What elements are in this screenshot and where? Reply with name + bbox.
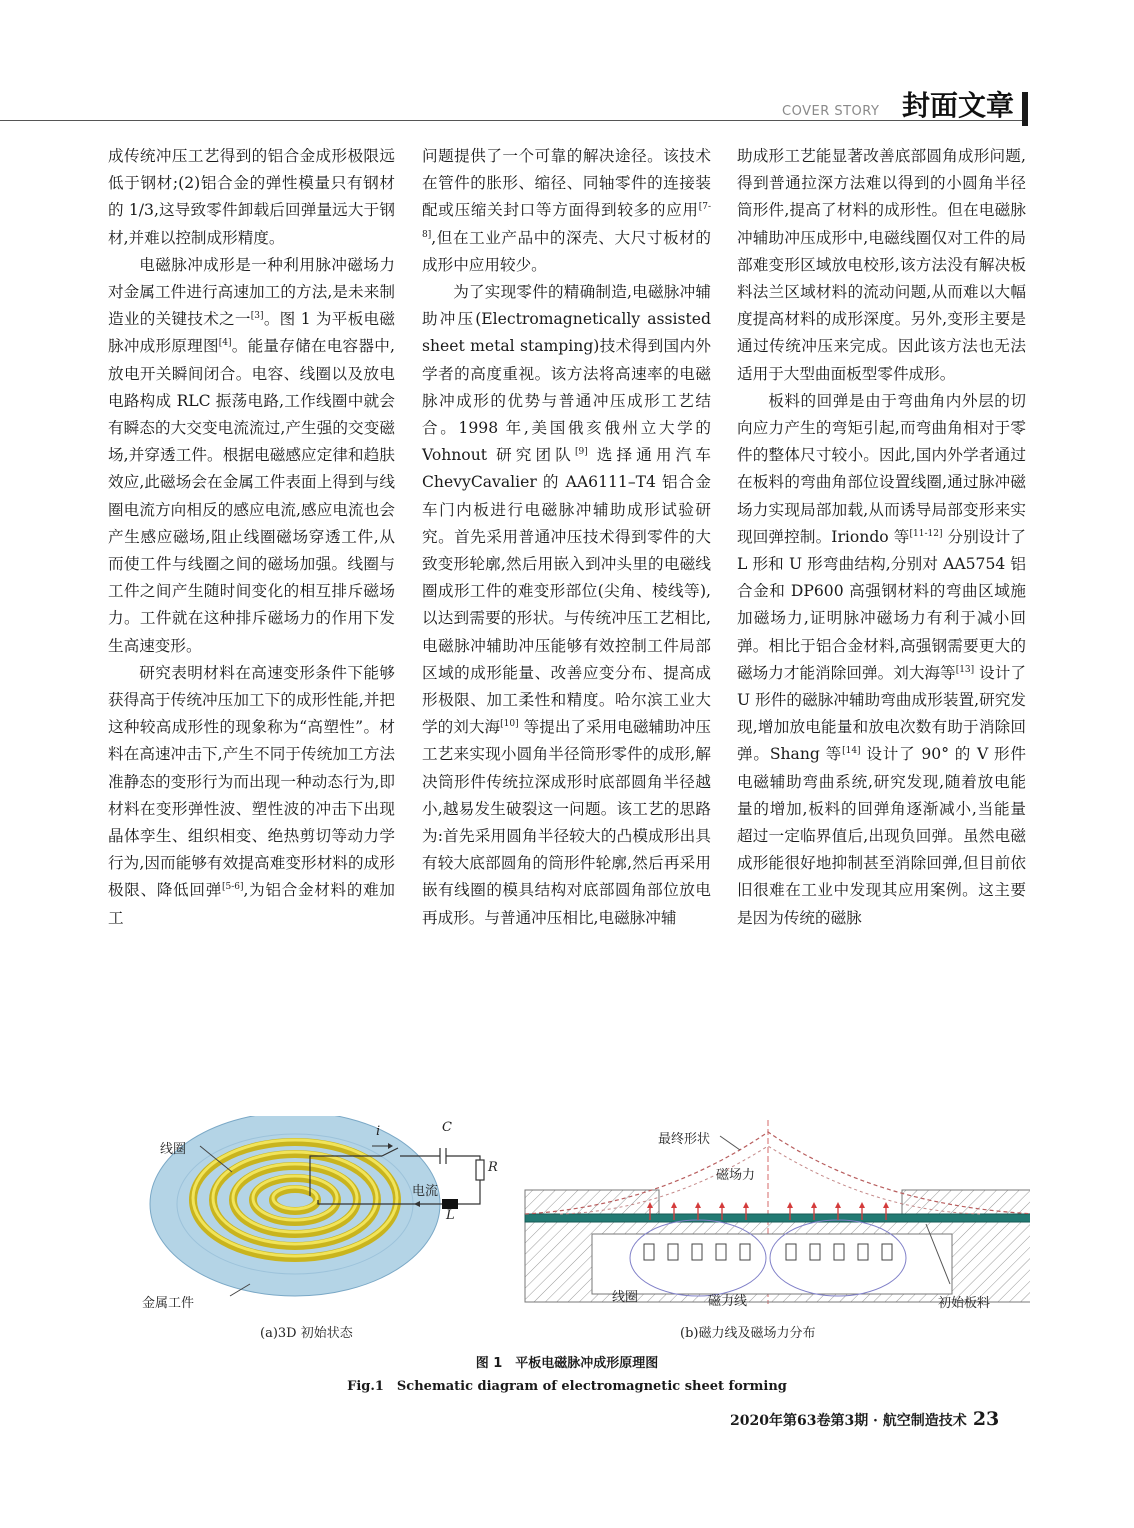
page-number: 23 xyxy=(972,1408,1000,1430)
journal-info: 2020年第63卷第3期 · 航空制造技术 xyxy=(730,1413,967,1429)
paragraph: 成传统冲压工艺得到的铝合金成形极限远低于钢材;(2)铝合金的弹性模量只有钢材的 1/3,这导致零件卸载后回弹量远大于钢材,并难以控制成形精度。 xyxy=(108,147,395,247)
label-current: 电流 xyxy=(412,1184,439,1199)
paragraph: 问题提供了一个可靠的解决途径。该技术在管件的胀形、缩径、同轴零件的连接装配或压缩关封口等方面得到较多的应用[7-8],但在工业产品中的深壳、大尺寸板材的成形中应用较少。 xyxy=(422,147,711,274)
label-inductor: L xyxy=(446,1208,455,1223)
label-current-i: i xyxy=(376,1124,381,1139)
label-coil: 线圈 xyxy=(160,1142,187,1157)
paragraph: 电磁脉冲成形是一种利用脉冲磁场力对金属工件进行高速加工的方法,是未来制造业的关键技术之一[3]。图 1 为平板电磁脉冲成形原理图[4]。能量存储在电容器中,放电开关瞬间闭合。电容、线圈以及放电电路构成 RLC 振荡电路,工作线圈中就会有瞬态的大交变电流流过,产生强的交变磁场,并穿透工件。根据电磁感应定律和趋肤效应,此磁场会在金属工件表面上得到与线圈电流方向相反的感应电流,感应电流也会产生感应磁场,阻止线圈磁场穿透工件,从而使工件与线圈之间的磁场加强。线圈与工件之间产生随时间变化的相互排斥磁场力。工件就在这种排斥磁场力的作用下发生高速变形。 xyxy=(108,255,395,655)
figure-1 xyxy=(120,1116,1030,1346)
text-column-1 xyxy=(108,143,395,932)
section-label-chinese: 封面文章 xyxy=(902,89,1015,122)
subcaption-b: (b)磁力线及磁场力分布 xyxy=(680,1326,816,1341)
paragraph: 为了实现零件的精确制造,电磁脉冲辅助冲压(Electromagnetically assisted sheet metal stamping)技术得到国内外学者的高度重视。该方法将高速率的电磁脉冲成形的优势与普通冲压成形工艺结合。1998 年,美国俄亥俄州立大学的 Vohnout 研究团队[9] 选择通用汽车 ChevyCavalier 的 AA6111–T4 铝合金车门内板进行电磁脉冲辅助成形试验研究。首先采用普通冲压技术得到零件的大致变形轮廓,然后用嵌入到冲头里的电磁线圈成形工件的难变形部位(尖角、棱线等),以达到需要的形状。与传统冲压工艺相比,电磁脉冲辅助冲压能够有效控制工件局部区域的成形能量、改善应变分布、提高成形极限、加工柔性和精度。哈尔滨工业大学的刘大海[10] 等提出了采用电磁辅助冲压工艺来实现小圆角半径筒形零件的成形,解决筒形件传统拉深成形时底部圆角半径越小,越易发生破裂这一问题。该工艺的思路为:首先采用圆角半径较大的凸模成形出具有较大底部圆角的筒形件轮廓,然后再采用嵌有线圈的模具结构对底部圆角部位放电再成形。与普通冲压相比,电磁脉冲辅 xyxy=(422,283,711,927)
paragraph: 助成形工艺能显著改善底部圆角成形问题,得到普通拉深方法难以得到的小圆角半径筒形件,提高了材料的成形性。但在电磁脉冲辅助冲压成形中,电磁线圈仅对工件的局部难变形区域放电校形,该方法没有解决板料法兰区域材料的流动问题,从而难以大幅度提高材料的成形深度。另外,变形主要是通过传统冲压来完成。因此该方法也无法适用于大型曲面板型零件成形。 xyxy=(737,147,1026,383)
figure-b-cross-section xyxy=(525,1120,1030,1304)
label-field-lines: 磁力线 xyxy=(708,1294,748,1309)
label-resistor: R xyxy=(488,1160,498,1175)
label-capacitor: C xyxy=(442,1120,452,1135)
figure-1-drawing xyxy=(120,1116,1030,1346)
figure-a-3d xyxy=(150,1116,484,1296)
text-column-3 xyxy=(737,143,1026,932)
label-magnetic-force: 磁场力 xyxy=(716,1168,756,1183)
label-initial-sheet: 初始板料 xyxy=(938,1296,991,1311)
label-coil-b: 线圈 xyxy=(612,1290,639,1305)
paragraph: 板料的回弹是由于弯曲角内外层的切向应力产生的弯矩引起,而弯曲角相对于零件的整体尺寸较小。因此,国内外学者通过在板料的弯曲角部位设置线圈,通过脉冲磁场力实现局部加载,从而诱导局部变形来实现回弹控制。Iriondo 等[11-12] 分别设计了 L 形和 U 形弯曲结构,分别对 AA5754 铝合金和 DP600 高强钢材料的弯曲区域施加磁场力,证明脉冲磁场力有利于减小回弹。相比于铝合金材料,高强钢需要更大的磁场力才能消除回弹。刘大海等[13] 设计了 U 形件的磁脉冲辅助弯曲成形装置,研究发现,增加放电能量和放电次数有助于消除回弹。Shang 等[14] 设计了 90° 的 V 形件电磁辅助弯曲系统,研究发现,随着放电能量的增加,板料的回弹角逐渐减小,当能量超过一定临界值后,出现负回弹。虽然电磁成形能很好地抑制甚至消除回弹,但目前依旧很难在工业中发现其应用案例。这主要是因为传统的磁脉 xyxy=(737,391,1027,927)
page-footer xyxy=(730,1408,999,1430)
header-accent-bar xyxy=(1022,92,1028,126)
header-rule xyxy=(0,120,1028,121)
figure-caption-english: Fig.1 Schematic diagram of electromagnetic sheet forming xyxy=(347,1379,787,1394)
figure-caption-chinese: 图 1 平板电磁脉冲成形原理图 xyxy=(475,1356,659,1371)
section-label-english: COVER STORY xyxy=(782,104,880,119)
paragraph: 研究表明材料在高速变形条件下能够获得高于传统冲压加工下的成形性能,并把这种较高成形性的现象称为“高塑性”。材料在高速冲击下,产生不同于传统加工方法准静态的变形行为而出现一种动态行为,即材料在变形弹性波、塑性波的冲击下出现晶体孪生、组织相变、绝热剪切等动力学行为,因而能够有效提高难变形材料的成形极限、降低回弹[5-6],为铝合金材料的难加工 xyxy=(108,663,395,927)
label-metal-workpiece: 金属工件 xyxy=(142,1296,195,1311)
text-column-2 xyxy=(422,143,711,932)
subcaption-a: (a)3D 初始状态 xyxy=(260,1326,353,1341)
label-final-shape: 最终形状 xyxy=(658,1132,711,1147)
